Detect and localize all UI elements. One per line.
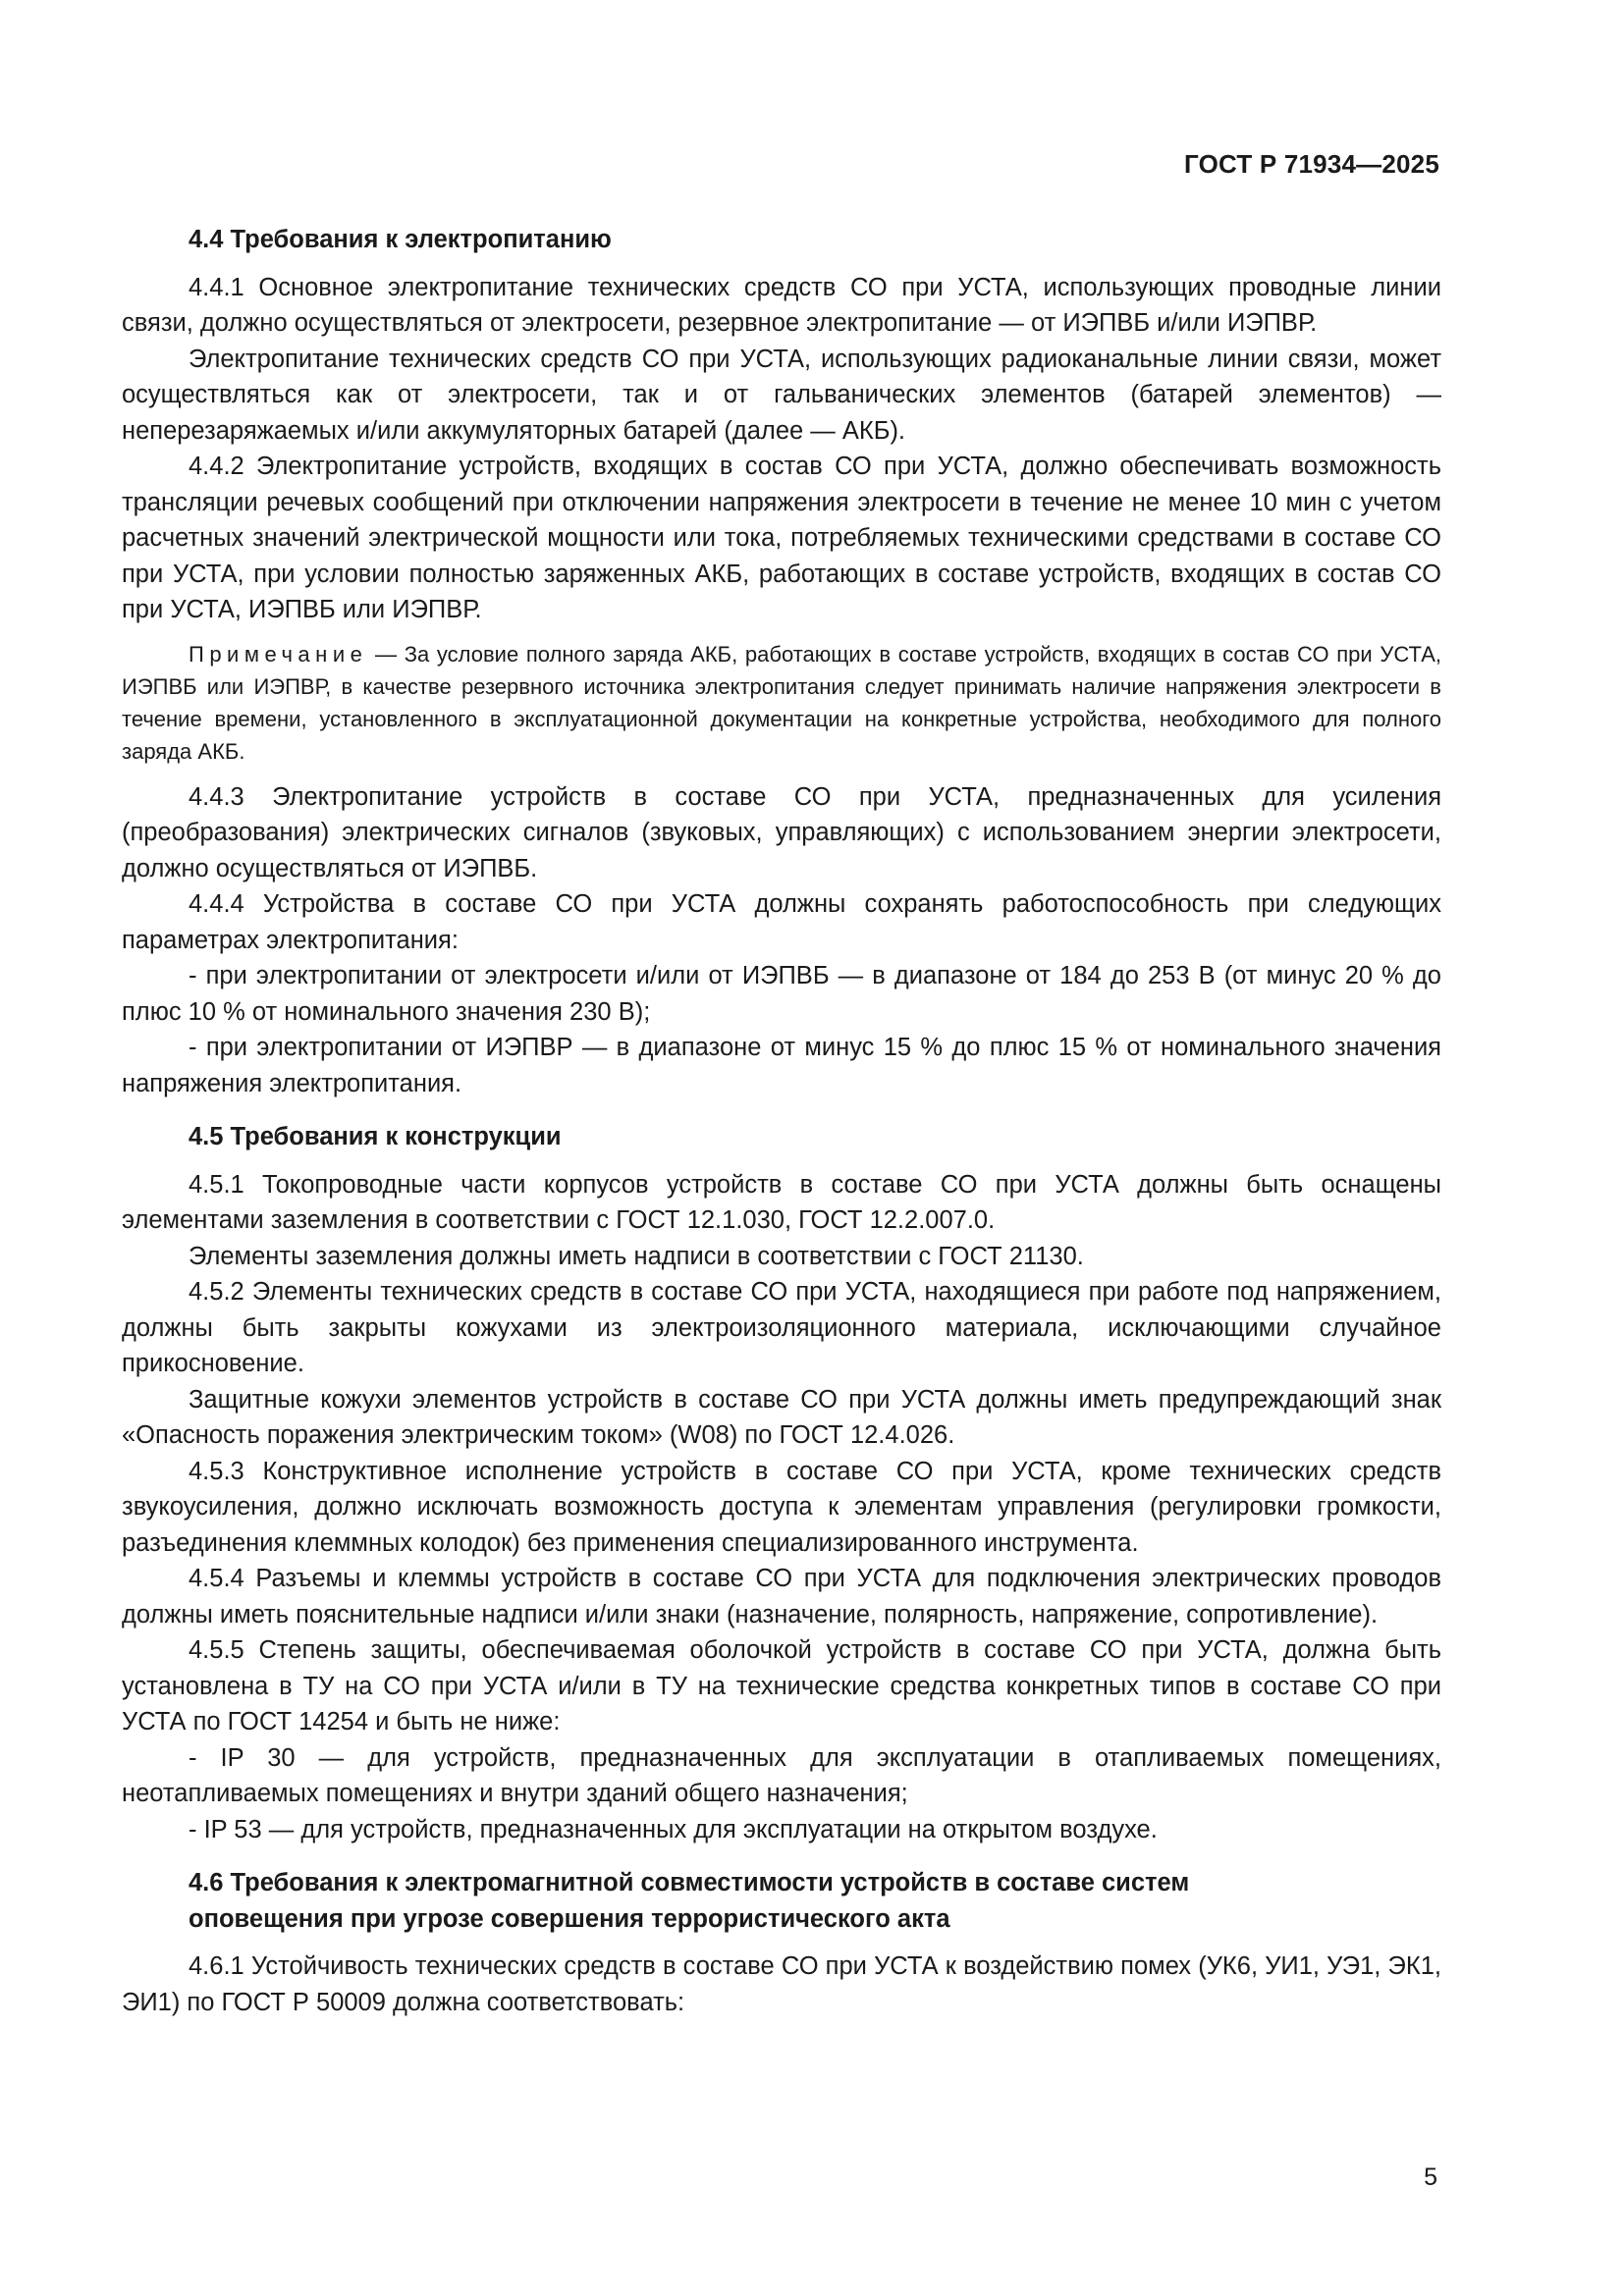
paragraph-4-5-3: 4.5.3 Конструктивное исполнение устройств в составе СО при УСТА, кроме технических средств звукоусиления, должно исключать возможность доступа к элементам управления (регулировки громкости, разъединения клеммных колодок) без применения специализированного инструмента.	[122, 1457, 1441, 1557]
document-header-id: ГОСТ Р 71934—2025	[1184, 149, 1439, 179]
paragraph-4-5-1-cont: Элементы заземления должны иметь надписи в соответствии с ГОСТ 21130.	[189, 1242, 1084, 1270]
paragraph-4-4-3: 4.4.3 Электропитание устройств в составе СО при УСТА, предназначенных для усиления (преобразования) электрических сигналов (звуковых, управляющих) с использованием энергии электросети, должно осуществляться от ИЭПВБ.	[122, 782, 1441, 882]
paragraph-4-4-2: 4.4.2 Электропитание устройств, входящих в состав СО при УСТА, должно обеспечивать возможность трансляции речевых сообщений при отключении напряжения электросети в течение не менее 10 мин с учетом расчетных значений электрической мощности или тока, потребляемых техническими средствами в составе СО при УСТА, при условии полностью заряженных АКБ, работающих в составе устройств, входящих в состав СО при УСТА, ИЭПВБ или ИЭПВР.	[122, 453, 1441, 623]
section-4-6-heading	[122, 1865, 1441, 1937]
note-text: — За условие полного заряда АКБ, работающих в составе устройств, входящих в состав СО при УСТА, ИЭПВБ или ИЭПВР, в качестве резервного источника электропитания следует принимать наличие напряжения электросети в течение времени, установленного в эксплуатационной документации на конкретные устройства, необходимого для полного заряда АКБ.	[122, 641, 1441, 764]
paragraph-4-5-1: 4.5.1 Токопроводные части корпусов устройств в составе СО при УСТА должны быть оснащены элементами заземления в соответствии с ГОСТ 12.1.030, ГОСТ 12.2.007.0.	[122, 1170, 1441, 1234]
note-label: Примечание	[189, 641, 368, 667]
document-body	[122, 222, 1441, 2020]
section-4-6-heading-line2: оповещения при угрозе совершения террористического акта	[189, 1904, 950, 1933]
list-item-4-5-5-2: - IP 53 — для устройств, предназначенных для эксплуатации на открытом воздухе.	[189, 1815, 1158, 1843]
note-block	[122, 638, 1441, 768]
paragraph-4-5-2-cont: Защитные кожухи элементов устройств в составе СО при УСТА должны иметь предупреждающий знак «Опасность поражения электрическим током» (W08) по ГОСТ 12.4.026.	[122, 1385, 1441, 1449]
paragraph-4-5-4: 4.5.4 Разъемы и клеммы устройств в составе СО при УСТА для подключения электрических проводов должны иметь пояснительные надписи и/или знаки (назначение, полярность, напряжение, сопротивление).	[122, 1565, 1441, 1629]
paragraph-4-4-1: 4.4.1 Основное электропитание технических средств СО при УСТА, использующих проводные линии связи, должно осуществляться от электросети, резервное электропитание — от ИЭПВБ и/или ИЭПВР.	[122, 273, 1441, 337]
section-4-5-heading: 4.5 Требования к конструкции	[189, 1123, 562, 1150]
paragraph-4-5-2: 4.5.2 Элементы технических средств в составе СО при УСТА, находящиеся при работе под напряжением, должны быть закрыты кожухами из электроизоляционного материала, исключающими случайное прикосновение.	[122, 1278, 1441, 1377]
paragraph-4-6-1: 4.6.1 Устойчивость технических средств в составе СО при УСТА к воздействию помех (УК6, УИ1, УЭ1, ЭК1, ЭИ1) по ГОСТ Р 50009 должна соответствовать:	[122, 1952, 1441, 2016]
paragraph-4-5-5: 4.5.5 Степень защиты, обеспечиваемая оболочкой устройств в составе СО при УСТА, должна быть установлена в ТУ на СО при УСТА и/или в ТУ на технические средства конкретных типов в составе СО при УСТА по ГОСТ 14254 и быть не ниже:	[122, 1636, 1441, 1735]
page-number: 5	[1424, 2163, 1437, 2191]
section-4-4-heading: 4.4 Требования к электропитанию	[189, 226, 612, 253]
section-4-6-heading-line1: 4.6 Требования к электромагнитной совместимости устройств в составе систем	[189, 1869, 1190, 1896]
list-item-4-4-4-2: - при электропитании от ИЭПВР — в диапазоне от минус 15 % до плюс 15 % от номинального значения напряжения электропитания.	[122, 1034, 1441, 1097]
list-item-4-4-4-1: - при электропитании от электросети и/или от ИЭПВБ — в диапазоне от 184 до 253 В (от минус 20 % до плюс 10 % от номинального значения 230 В);	[122, 962, 1441, 1026]
paragraph-4-4-1-cont: Электропитание технических средств СО при УСТА, использующих радиоканальные линии связи, может осуществляться как от электросети, так и от гальванических элементов (батарей элементов) — неперезаряжаемых и/или аккумуляторных батарей (далее — АКБ).	[122, 345, 1441, 445]
paragraph-4-4-4: 4.4.4 Устройства в составе СО при УСТА должны сохранять работоспособность при следующих параметрах электропитания:	[122, 890, 1441, 954]
list-item-4-5-5-1: - IP 30 — для устройств, предназначенных для эксплуатации в отапливаемых помещениях, неотапливаемых помещениях и внутри зданий общего назначения;	[122, 1743, 1441, 1807]
